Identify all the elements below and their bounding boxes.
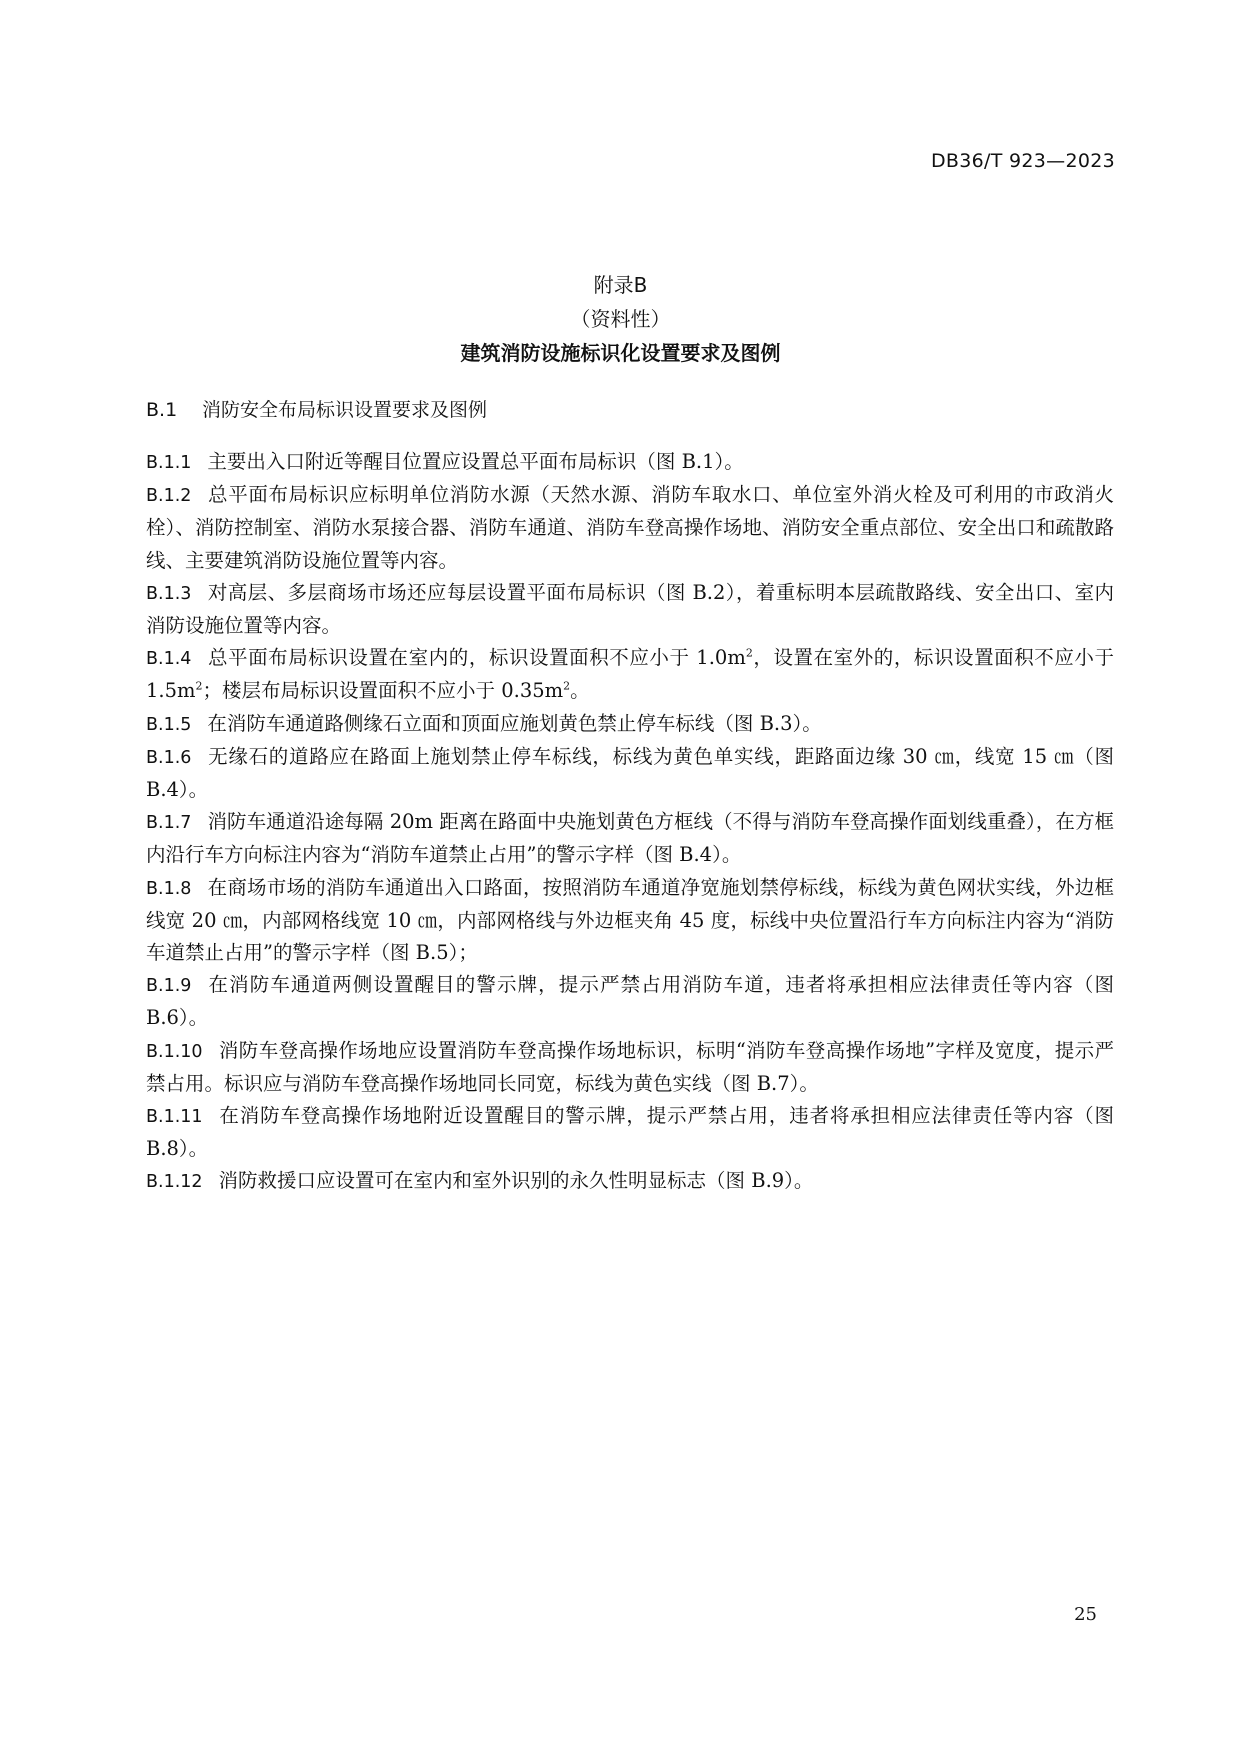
- clause-number: B.1.8: [146, 878, 192, 899]
- clause-text: 在商场市场的消防车通道出入口路面，按照消防车通道净宽施划禁停标线，标线为黄色网状实线，外边框线宽 20 ㎝，内部网格线宽 10 ㎝，内部网格线与外边框夹角 45 度，标线中央位置沿行车方向标注内容为“消防车道禁止占用”的警示字样（图 B.5）；: [146, 875, 1114, 965]
- clause-b-1-1: [146, 446, 1114, 479]
- clause-text-d: 。: [570, 679, 590, 703]
- clause-list: [146, 446, 1114, 1199]
- superscript-2: 2: [563, 679, 571, 693]
- superscript-2: 2: [745, 646, 753, 660]
- page-number: 25: [1074, 1604, 1097, 1625]
- clause-number: B.1.11: [146, 1107, 203, 1128]
- clause-number: B.1.6: [146, 747, 192, 768]
- clause-b-1-5: [146, 708, 1114, 741]
- clause-text-a: 总平面布局标识设置在室内的，标识设置面积不应小于 1.0m: [207, 646, 746, 670]
- clause-b-1-10: [146, 1035, 1114, 1100]
- clause-number: B.1.5: [146, 714, 192, 735]
- clause-text: 总平面布局标识应标明单位消防水源（天然水源、消防车取水口、单位室外消火栓及可利用的市政消火栓）、消防控制室、消防水泵接合器、消防车通道、消防车登高操作场地、消防安全重点部位、安全出口和疏散路线、主要建筑消防设施位置等内容。: [146, 483, 1114, 572]
- clause-b-1-11: [146, 1100, 1114, 1165]
- clause-number: B.1.10: [146, 1041, 203, 1062]
- superscript-2: 2: [195, 679, 203, 693]
- clause-text: 在消防车通道路侧缘石立面和顶面应施划黄色禁止停车标线（图 B.3）。: [207, 711, 822, 735]
- clause-text: 消防车登高操作场地应设置消防车登高操作场地标识，标明“消防车登高操作场地”字样及宽度，提示严禁占用。标识应与消防车登高操作场地同长同宽，标线为黄色实线（图 B.7）。: [146, 1038, 1114, 1095]
- clause-b-1-3: [146, 577, 1114, 642]
- clause-text: 无缘石的道路应在路面上施划禁止停车标线，标线为黄色单实线，距路面边缘 30 ㎝，线宽 15 ㎝（图 B.4）。: [146, 744, 1114, 802]
- clause-text-c: ；楼层布局标识设置面积不应小于 0.35m: [202, 679, 564, 703]
- clause-number: B.1.2: [146, 486, 192, 507]
- clause-text: 在消防车登高操作场地附近设置醒目的警示牌，提示严禁占用，违者将承担相应法律责任等内容（图 B.8）。: [146, 1104, 1114, 1161]
- clause-text-b: ，设置在室外的，标识设置面积不应小于 1.5m: [146, 646, 1114, 703]
- appendix-nature: （资料性）: [570, 307, 671, 331]
- clause-number: B.1.1: [146, 453, 192, 473]
- clause-text: 消防救援口应设置可在室内和室外识别的永久性明显标志（图 B.9）。: [218, 1169, 814, 1193]
- standard-code: DB36/T 923—2023: [930, 150, 1115, 172]
- clause-text: 主要出入口附近等醒目位置应设置总平面布局标识（图 B.1）。: [207, 450, 744, 473]
- clause-number: B.1.7: [146, 813, 192, 834]
- clause-b-1-7: [146, 806, 1114, 871]
- clause-number: B.1.12: [146, 1172, 203, 1193]
- clause-b-1-4: [146, 642, 1114, 707]
- appendix-title: 建筑消防设施标识化设置要求及图例: [460, 341, 781, 365]
- section-heading: [146, 395, 487, 422]
- clause-number: B.1.9: [146, 976, 192, 997]
- clause-number: B.1.3: [146, 583, 192, 604]
- clause-text: 对高层、多层商场市场还应每层设置平面布局标识（图 B.2），着重标明本层疏散路线、安全出口、室内消防设施位置等内容。: [146, 580, 1114, 638]
- section-title: 消防安全布局标识设置要求及图例: [202, 399, 488, 421]
- appendix-title-block: [0, 268, 1241, 370]
- appendix-label: 附录B: [593, 273, 648, 297]
- clause-number: B.1.4: [146, 649, 192, 670]
- clause-b-1-2: [146, 479, 1114, 577]
- clause-text: 在消防车通道两侧设置醒目的警示牌，提示严禁占用消防车道，违者将承担相应法律责任等内容（图 B.6）。: [146, 973, 1114, 1030]
- section-number: B.1: [146, 399, 178, 421]
- clause-b-1-12: [146, 1165, 1114, 1198]
- clause-b-1-8: [146, 872, 1114, 970]
- clause-b-1-6: [146, 741, 1114, 806]
- clause-text: 消防车通道沿途每隔 20m 距离在路面中央施划黄色方框线（不得与消防车登高操作面划线重叠），在方框内沿行车方向标注内容为“消防车道禁止占用”的警示字样（图 B.4）。: [146, 810, 1114, 867]
- clause-b-1-9: [146, 969, 1114, 1034]
